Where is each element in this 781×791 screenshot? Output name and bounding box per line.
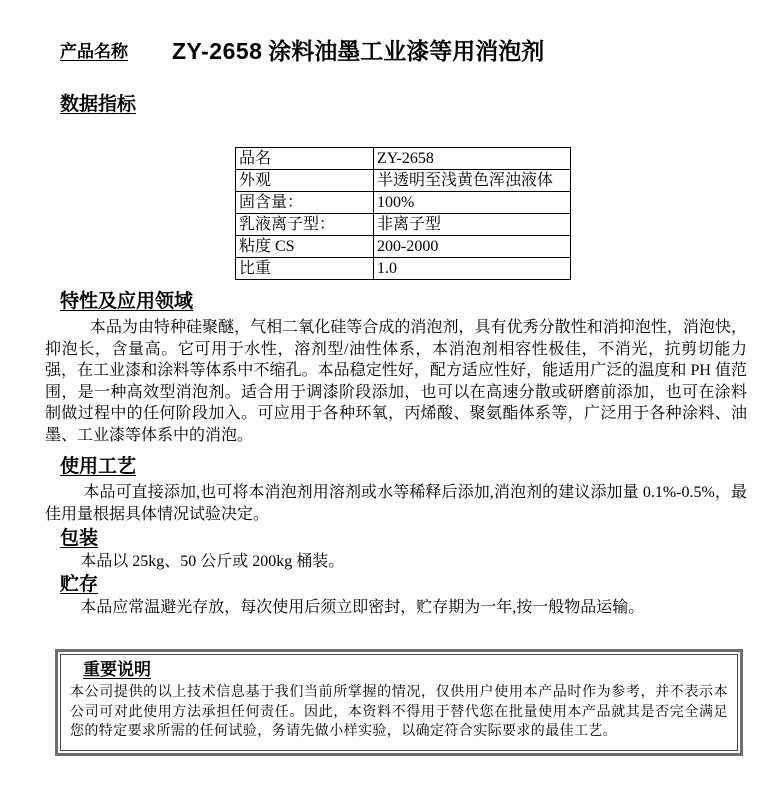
spec-value-cell: 半透明至浅黄色浑浊液体 xyxy=(374,170,571,192)
spec-value-cell: 1.0 xyxy=(374,258,571,280)
features-paragraph: 本品为由特种硅聚醚，气相二氧化硅等合成的消泡剂，具有优秀分散性和消抑泡性，消泡快，抑泡长，含量高。它可用于水性，溶剂型/油性体系，本消泡剂相容性极佳，不消光，抗剪切能力强，在工业漆和涂料等体系中不缩孔。本品稳定性好，配方适应性好，能适用广泛的温度和 PH 值范围，是一种高效型消泡剂。适合用于调漆阶段添加，也可以在高速分散或研磨前添加，也可在涂料制做过程中的任何阶段加入。可应用于各种环氧，丙烯酸、聚氨酯体系等，广泛用于各种涂料、油墨、工业漆等体系中的消泡。 xyxy=(45,319,747,444)
spec-table xyxy=(235,147,571,280)
product-title: 涂料油墨工业漆等用消泡剂 xyxy=(268,39,545,64)
spec-table-row xyxy=(236,192,571,214)
spec-table-row xyxy=(236,214,571,236)
important-notice-inner-frame xyxy=(60,654,738,751)
storage-paragraph: 本品应常温避光存放，每次使用后须立即密封，贮存期为一年,按一般物品运输。 xyxy=(80,599,645,616)
spec-label-cell: 粘度 CS xyxy=(236,236,374,258)
spec-label-cell: 品名 xyxy=(236,148,374,170)
spec-value-cell: 非离子型 xyxy=(374,214,571,236)
section-heading-storage: 贮存 xyxy=(60,574,99,595)
title-row xyxy=(60,33,747,63)
usage-paragraph: 本品可直接添加,也可将本消泡剂用溶剂或水等稀释后添加,消泡剂的建议添加量 0.1%-0.5%，最佳用量根据具体情况试验决定。 xyxy=(45,484,747,523)
spec-label-cell: 固含量： xyxy=(236,192,374,214)
spec-label-cell: 比重 xyxy=(236,258,374,280)
product-code: ZY-2658 xyxy=(172,38,263,64)
section-heading-features: 特性及应用领域 xyxy=(60,291,194,312)
section-heading-packaging: 包装 xyxy=(60,528,99,549)
spec-value-cell: ZY-2658 xyxy=(374,148,571,170)
spec-table-row xyxy=(236,170,571,192)
section-heading-data-indicators: 数据指标 xyxy=(60,94,137,115)
spec-value-cell: 100% xyxy=(374,192,571,214)
spec-table-row xyxy=(236,236,571,258)
spec-table-row xyxy=(236,148,571,170)
packaging-paragraph: 本品以 25kg、50 公斤或 200kg 桶装。 xyxy=(80,553,345,570)
notice-paragraph: 本公司提供的以上技术信息基于我们当前所掌握的情况，仅供用户使用本产品时作为参考，并不表示本公司可对此使用方法承担任何责任。因此，本资料不得用于替代您在批量使用本产品就其是否完全满足您的特定要求所需的任何试验，务请先做小样实验，以确定符合实际要求的最佳工艺。 xyxy=(70,685,728,739)
section-heading-usage: 使用工艺 xyxy=(60,456,137,477)
spec-label-cell: 乳液离子型： xyxy=(236,214,374,236)
product-name-label: 产品名称 xyxy=(60,42,128,61)
spec-table-row xyxy=(236,258,571,280)
page-title xyxy=(172,39,544,64)
notice-heading: 重要说明 xyxy=(83,660,151,679)
spec-value-cell: 200-2000 xyxy=(374,236,571,258)
spec-label-cell: 外观 xyxy=(236,170,374,192)
important-notice-box xyxy=(55,649,743,756)
